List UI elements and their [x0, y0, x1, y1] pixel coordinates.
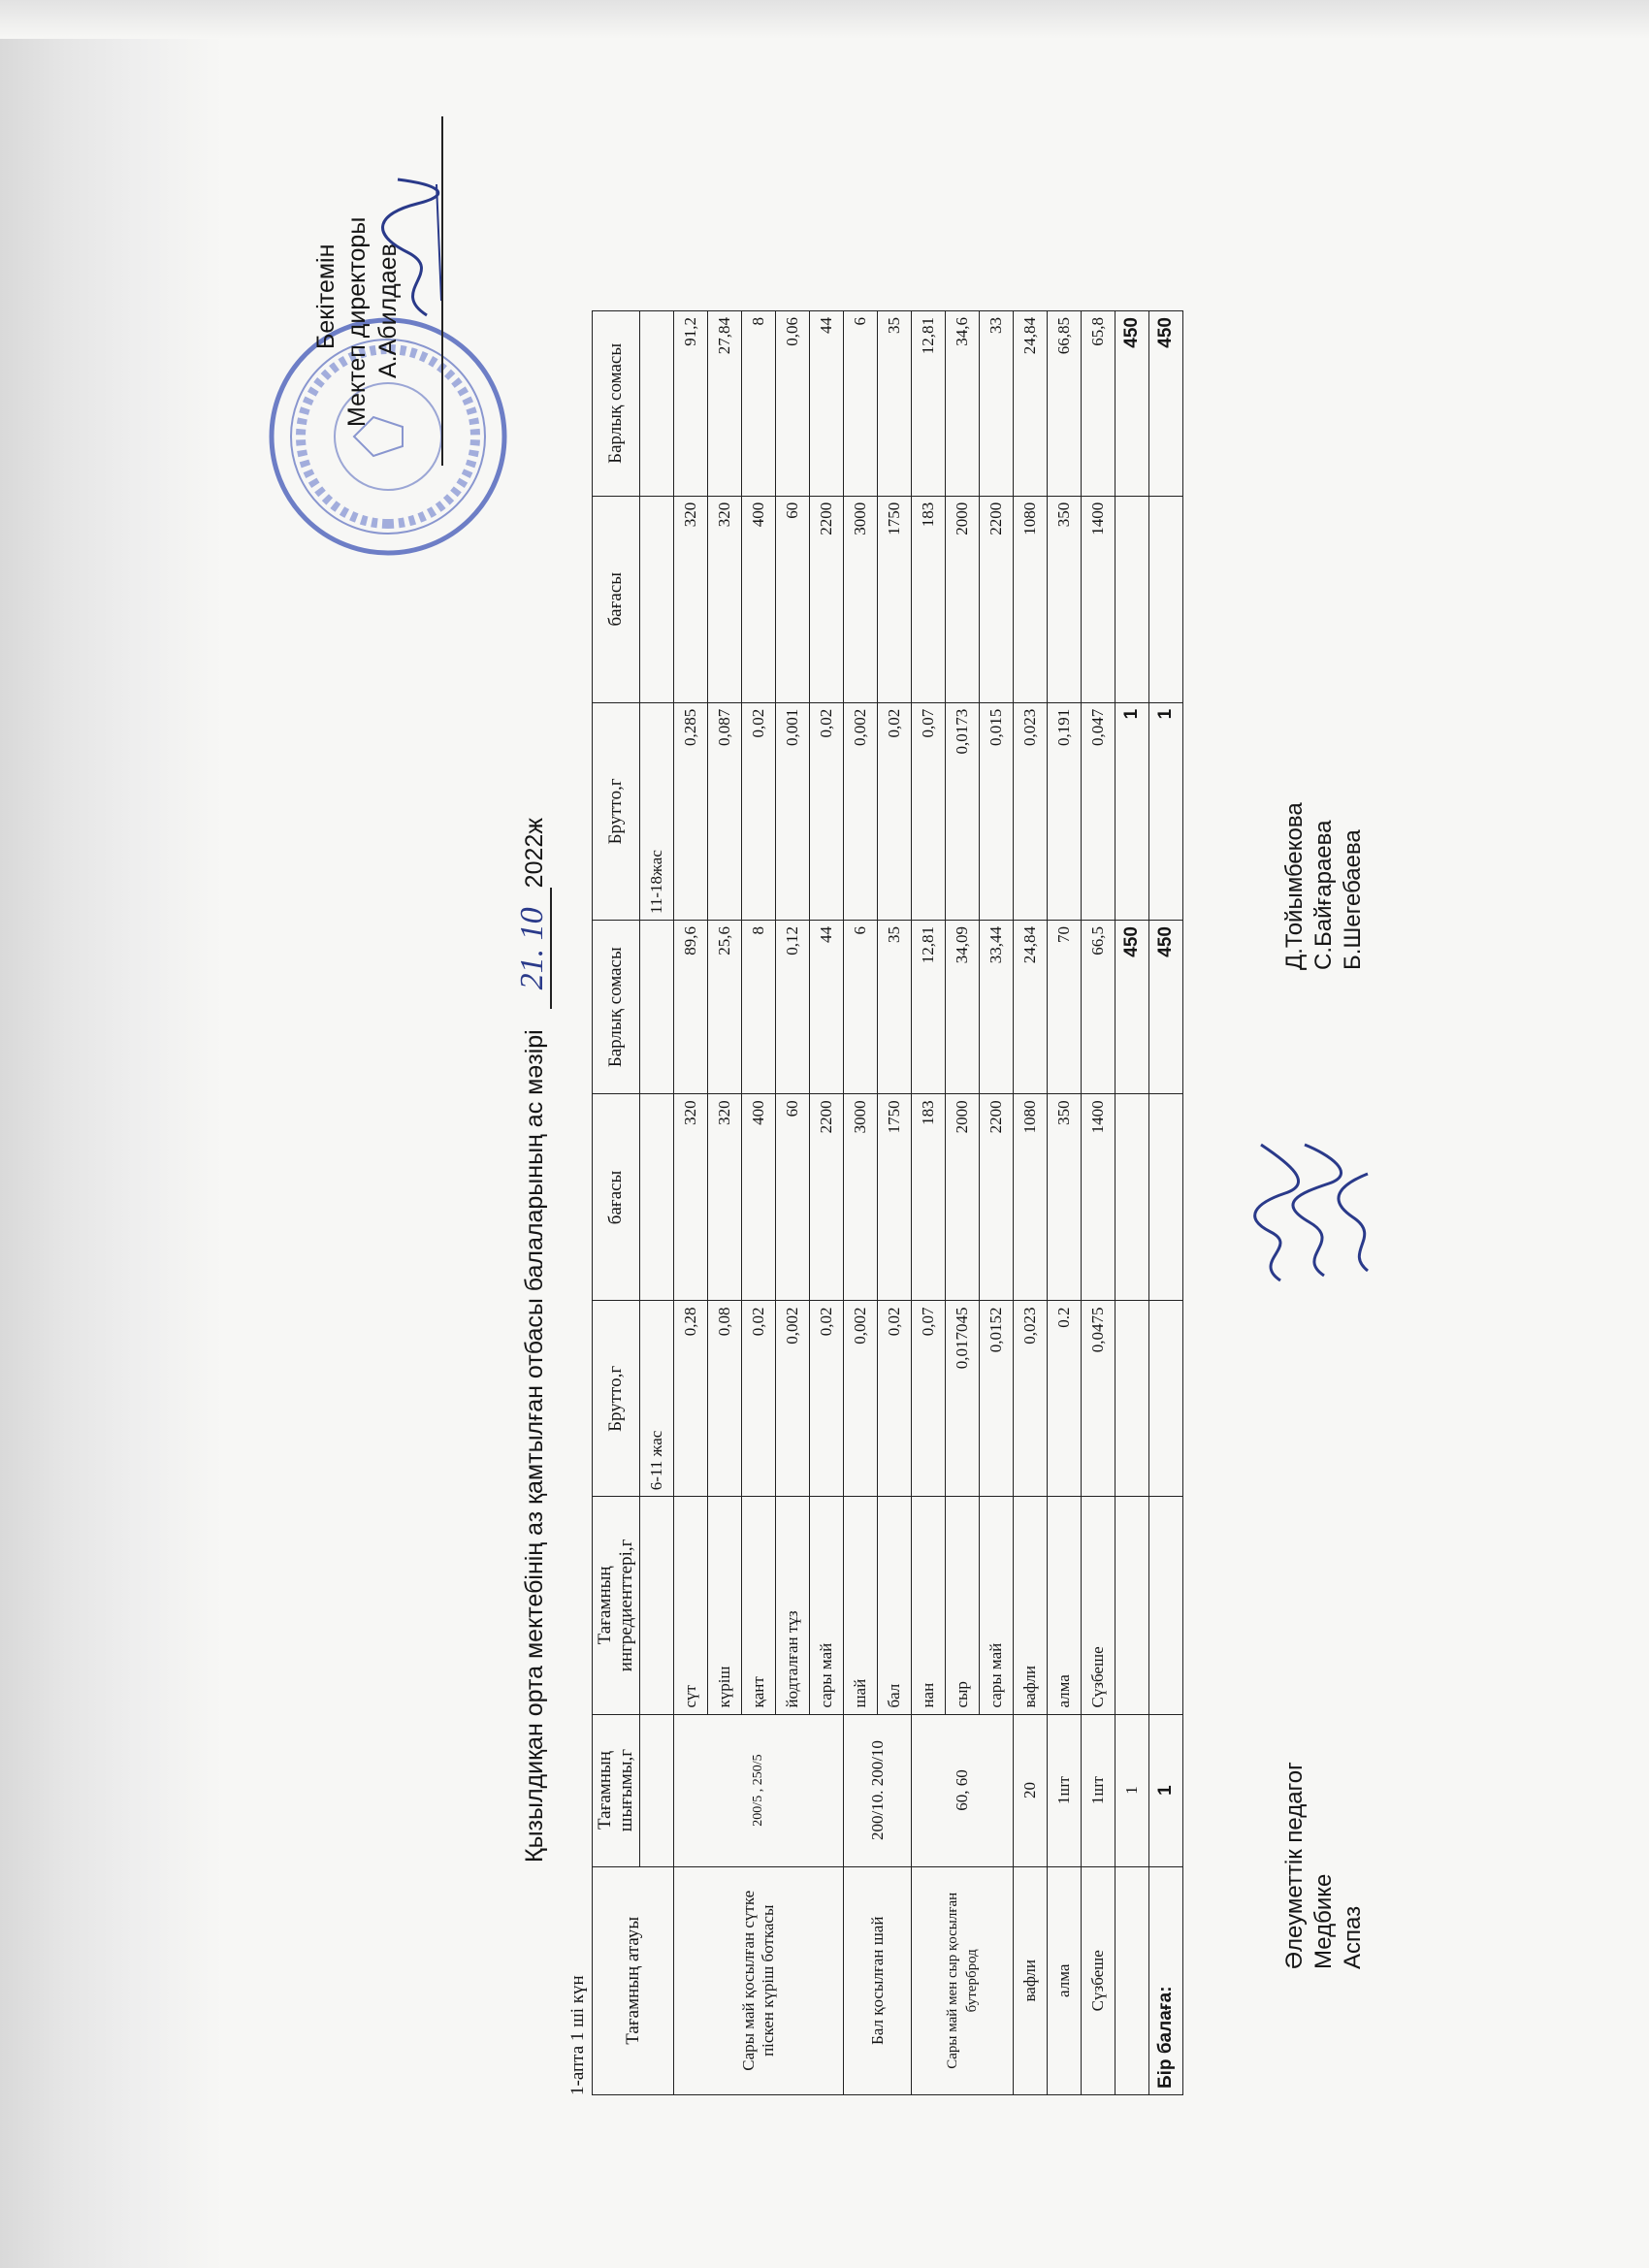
week-day-label: 1-апта 1 ші күн [567, 1975, 588, 2095]
price-2: 320 [708, 496, 742, 702]
sum-2: 24,84 [1014, 311, 1048, 497]
empty-cell [1116, 1497, 1149, 1714]
table-row [912, 311, 946, 2095]
header-portion: Тағамның шығымы,г [593, 1714, 640, 1866]
empty-cell [1116, 1866, 1149, 2094]
ingredient: алма [1048, 1497, 1082, 1714]
price-1: 1750 [878, 1094, 912, 1301]
signature-name: Д.Тойымбекова [1281, 802, 1308, 970]
sum-2: 35 [878, 311, 912, 497]
ingredient: сары май [810, 1497, 844, 1714]
sum-2: 27,84 [708, 311, 742, 497]
total-label: Бір балаға: [1149, 1866, 1183, 2094]
ingredient: қант [742, 1497, 776, 1714]
brutto-1: 0,023 [1014, 1301, 1048, 1497]
ingredient: күріш [708, 1497, 742, 1714]
brutto-2: 0,015 [980, 702, 1014, 920]
age-group-11-18: 11-18жас [640, 702, 674, 920]
brutto-1: 0,08 [708, 1301, 742, 1497]
price-2: 350 [1048, 496, 1082, 702]
brutto-1: 0,0475 [1082, 1301, 1116, 1497]
price-2: 60 [776, 496, 810, 702]
dish-name: Сүзбеше [1082, 1866, 1116, 2094]
empty-cell [1116, 1301, 1149, 1497]
empty-cell [1149, 1094, 1183, 1301]
sum-2: 91,2 [674, 311, 708, 497]
sum-2: 65,8 [1082, 311, 1116, 497]
brutto-2: 0,001 [776, 702, 810, 920]
table-row [1082, 311, 1116, 2095]
brutto-2: 0,07 [912, 702, 946, 920]
brutto-1: 0,28 [674, 1301, 708, 1497]
price-1: 1400 [1082, 1094, 1116, 1301]
empty-cell [640, 1714, 674, 1866]
dish-portion: 20 [1014, 1714, 1048, 1866]
brutto-2: 0,02 [810, 702, 844, 920]
brutto-2: 0,047 [1082, 702, 1116, 920]
approval-block [310, 97, 456, 466]
header-brutto-1: Брутто,г [593, 1301, 640, 1497]
brutto-2: 0,191 [1048, 702, 1082, 920]
signature-role: Әлеуметтік педагог [1281, 1762, 1308, 1969]
ingredient: нан [912, 1497, 946, 1714]
dish-portion: 200/10. 200/10 [844, 1714, 912, 1866]
sum-1: 34,09 [946, 921, 980, 1094]
sum-1: 44 [810, 921, 844, 1094]
price-1: 320 [674, 1094, 708, 1301]
empty-cell [640, 1497, 674, 1714]
empty-cell [1116, 1094, 1149, 1301]
table-header-row [593, 311, 640, 2095]
brutto-1: 0,002 [844, 1301, 878, 1497]
sum-1: 0,12 [776, 921, 810, 1094]
price-2: 400 [742, 496, 776, 702]
empty-cell [640, 1094, 674, 1301]
dish-portion: 1шт [1082, 1714, 1116, 1866]
ingredient: йодталған тұз [776, 1497, 810, 1714]
price-2: 183 [912, 496, 946, 702]
price-2: 1400 [1082, 496, 1116, 702]
header-dish: Тағамның атауы [593, 1866, 674, 2094]
brutto-2: 0,285 [674, 702, 708, 920]
approval-title: Бекітемін [312, 243, 340, 349]
subtotal-portion: 1 [1116, 1714, 1149, 1866]
sum-2: 66,85 [1048, 311, 1082, 497]
brutto-2: 0,023 [1014, 702, 1048, 920]
price-1: 320 [708, 1094, 742, 1301]
subtotal-row [1116, 311, 1149, 2095]
empty-cell [640, 921, 674, 1094]
sum-2: 12,81 [912, 311, 946, 497]
header-brutto-2: Брутто,г [593, 702, 640, 920]
table-row [1048, 311, 1082, 2095]
header-ingredients: Тағамның ингредиенттері,г [593, 1497, 640, 1714]
dish-name: Сары май қосылған сүтке піскен күріш боткасы [674, 1866, 844, 2094]
ingredient: Сүзбеше [1082, 1497, 1116, 1714]
dish-portion: 200/5 , 250/5 [674, 1714, 844, 1866]
sum-1: 70 [1048, 921, 1082, 1094]
approval-position: Мектеп директоры [343, 216, 371, 427]
dish-name: алма [1048, 1866, 1082, 2094]
subtotal-sum-1: 450 [1116, 921, 1149, 1094]
sum-2: 34,6 [946, 311, 980, 497]
ingredient: вафли [1014, 1497, 1048, 1714]
approval-underline [441, 116, 443, 466]
empty-cell [1149, 1497, 1183, 1714]
price-1: 60 [776, 1094, 810, 1301]
empty-cell [640, 496, 674, 702]
brutto-2: 0,02 [742, 702, 776, 920]
header-sum-1: Барлық сомасы [593, 921, 640, 1094]
price-1: 3000 [844, 1094, 878, 1301]
total-brutto-2: 1 [1149, 702, 1183, 920]
price-1: 2200 [810, 1094, 844, 1301]
sum-2: 0,06 [776, 311, 810, 497]
approval-date [514, 817, 550, 1009]
price-2: 1750 [878, 496, 912, 702]
signature-name: Б.Шегебаева [1340, 829, 1366, 970]
sum-2: 6 [844, 311, 878, 497]
age-group-row [640, 311, 674, 2095]
signature-role: Аспаз [1340, 1905, 1366, 1969]
signature-role: Медбике [1310, 1873, 1337, 1969]
ingredient: сары май [980, 1497, 1014, 1714]
brutto-2: 0,02 [878, 702, 912, 920]
price-2: 2200 [980, 496, 1014, 702]
empty-cell [1116, 496, 1149, 702]
brutto-1: 0,07 [912, 1301, 946, 1497]
brutto-1: 0,0152 [980, 1301, 1014, 1497]
sum-1: 12,81 [912, 921, 946, 1094]
brutto-1: 0,02 [878, 1301, 912, 1497]
total-sum-1: 450 [1149, 921, 1183, 1094]
price-2: 1080 [1014, 496, 1048, 702]
signature-name: С.Байғараева [1310, 820, 1337, 970]
table-row [1014, 311, 1048, 2095]
ingredient: сүт [674, 1497, 708, 1714]
header-price-1: бағасы [593, 1094, 640, 1301]
scan-top-shadow [0, 0, 1649, 39]
total-portion: 1 [1149, 1714, 1183, 1866]
brutto-1: 0.2 [1048, 1301, 1082, 1497]
price-2: 3000 [844, 496, 878, 702]
total-row [1149, 311, 1183, 2095]
price-2: 320 [674, 496, 708, 702]
signature-block [1280, 802, 1436, 1969]
date-year: 2022ж [521, 817, 548, 889]
sum-1: 8 [742, 921, 776, 1094]
dish-name: Бал қосылған шай [844, 1866, 912, 2094]
price-2: 2200 [810, 496, 844, 702]
brutto-2: 0,0173 [946, 702, 980, 920]
table-row [844, 311, 878, 2095]
price-1: 350 [1048, 1094, 1082, 1301]
dish-name: Сары май мен сыр қосылған бутерброд [912, 1866, 1014, 2094]
header-price-2: бағасы [593, 496, 640, 702]
brutto-1: 0,02 [742, 1301, 776, 1497]
sum-2: 8 [742, 311, 776, 497]
dish-name: вафли [1014, 1866, 1048, 2094]
ingredient: шай [844, 1497, 878, 1714]
price-1: 2200 [980, 1094, 1014, 1301]
empty-cell [1149, 1301, 1183, 1497]
price-1: 1080 [1014, 1094, 1048, 1301]
empty-cell [640, 311, 674, 497]
sum-1: 89,6 [674, 921, 708, 1094]
ingredient: бал [878, 1497, 912, 1714]
price-1: 2000 [946, 1094, 980, 1301]
document-title-line [514, 553, 551, 1863]
brutto-1: 0,02 [810, 1301, 844, 1497]
header-sum-2: Барлық сомасы [593, 311, 640, 497]
document-title: Қызылдиқан орта мектебінің аз қамтылған отбасы балаларының ас мәзірі [521, 1029, 548, 1863]
subtotal-brutto-2: 1 [1116, 702, 1149, 920]
sum-2: 33 [980, 311, 1014, 497]
price-1: 400 [742, 1094, 776, 1301]
handwritten-signatures-icon [1251, 1135, 1387, 1290]
dish-portion: 1шт [1048, 1714, 1082, 1866]
table-row [674, 311, 708, 2095]
dish-portion: 60, 60 [912, 1714, 1014, 1866]
sum-1: 24,84 [1014, 921, 1048, 1094]
approval-director-name: А.Абилдаев [374, 243, 402, 378]
sum-2: 44 [810, 311, 844, 497]
price-2: 2000 [946, 496, 980, 702]
menu-table [592, 310, 1183, 2095]
sum-1: 33,44 [980, 921, 1014, 1094]
total-sum-2: 450 [1149, 311, 1183, 497]
brutto-1: 0,017045 [946, 1301, 980, 1497]
sum-1: 66,5 [1082, 921, 1116, 1094]
empty-cell [1149, 496, 1183, 702]
subtotal-sum-2: 450 [1116, 311, 1149, 497]
sum-1: 6 [844, 921, 878, 1094]
handwritten-date: 21. 10 [514, 888, 552, 1009]
sum-1: 25,6 [708, 921, 742, 1094]
ingredient: сыр [946, 1497, 980, 1714]
sum-1: 35 [878, 921, 912, 1094]
scanned-document [272, 216, 1552, 2115]
price-1: 183 [912, 1094, 946, 1301]
scan-edge-shadow [0, 0, 223, 2268]
age-group-6-11: 6-11 жас [640, 1301, 674, 1497]
brutto-2: 0,002 [844, 702, 878, 920]
brutto-2: 0,087 [708, 702, 742, 920]
brutto-1: 0,002 [776, 1301, 810, 1497]
